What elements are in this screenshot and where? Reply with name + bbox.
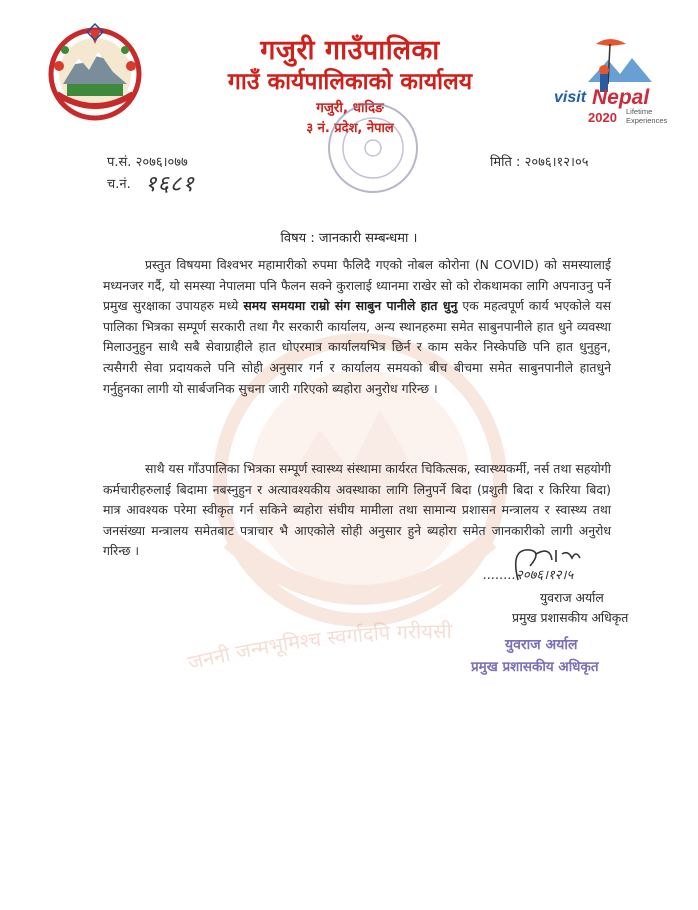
address-line-2: ३ नं. प्रदेश, नेपाल — [306, 121, 394, 136]
para1-end: एक महत्वपूर्ण कार्य भएकोले यस पालिका भित्रका सम्पूर्ण सरकारी तथा गैर सरकारी कार्यालय, अन्य स्थानहरुमा समेत साबुनपानीले हात धुने व्यवस्था मिलाउनुहुन साथै सबै सेवाग्राहीले हात धोएरमात्र कार्यालयभित्र छिर्न र काम सकेर निस्केपछि पनि हात धुनुहुन, त्यसैगरी सेवा प्रदायकले पनि सोही अनुसार गर्न र कार्यालय समयको बीच बीचमा समेत साबुनपानीले हातधुने गर्नुहुनका लागी यो सार्बजनिक सुचना जारी गरिएको ब्यहोरा अनुरोध गरिन्छ । — [103, 298, 611, 396]
reference-ps: प.सं. २०७६।०७७ — [107, 155, 188, 170]
watermark-motto — [180, 600, 520, 700]
signatory-name: युवराज अर्याल — [540, 590, 604, 605]
tagline-1: Lifetime — [626, 107, 653, 116]
letter-date: मिति : २०७६।१२।०५ — [490, 155, 589, 170]
signature-date: ........२०७६।१२।५ — [483, 568, 574, 583]
office-title: गजुरी गाउँपालिका — [260, 35, 440, 66]
body-paragraph-1 — [103, 255, 611, 399]
official-stamp-icon — [325, 100, 421, 196]
stamp-signatory-name: युवराज अर्याल — [505, 637, 578, 653]
year-text: 2020 — [588, 110, 617, 125]
reference-cn-number: १६८१ — [145, 172, 195, 197]
address-line-1: गजुरी, धादिङ — [316, 100, 384, 116]
motto-text: जननी जन्मभूमिश्च स्वर्गादपि गरीयसी — [185, 618, 452, 675]
body-paragraph-2: साथै यस गाँउपालिका भित्रका सम्पूर्ण स्वास्थ्य संस्थामा कार्यरत चिकित्सक, स्वास्थ्यकर्मी, नर्स तथा सहयोगी कर्मचारीहरुलाई बिदामा नबस्नुहुन र अत्यावश्यकीय अवस्थाका लागि लिनुपर्ने बिदा (प्रशुती बिदा र किरिया बिदा) मात्र आवश्यक परेमा स्वीकृत गर्न सकिने ब्यहोरा संघीय मामीला तथा सामान्य प्रशासन मन्त्रालय र स्वास्थ्य तथा जनसंख्या मन्त्रालय समेतबाट पत्राचार भै आएकोले सोही अनुसार हुने ब्यहोरा समेत जानकारीको लागी अनुरोध गरिन्छ । — [103, 461, 611, 559]
svg-text:जननी जन्मभूमिश्च स्वर्गादपि गर — [186, 619, 453, 675]
para1-emphasis: समय समयमा राम्रो संग साबुन पानीले हात धुनु — [243, 298, 458, 314]
tagline-2: Experiences — [626, 116, 668, 125]
letter-subject: विषय : जानकारी सम्बन्धमा । — [280, 231, 418, 246]
visit-nepal-logo — [548, 32, 668, 132]
signatory-title: प्रमुख प्रशासकीय अधिकृत — [512, 610, 629, 625]
stamp-signatory-title: प्रमुख प्रशासकीय अधिकृत — [471, 659, 599, 675]
visit-text: visit — [554, 89, 587, 106]
nepal-emblem-icon — [45, 22, 145, 122]
office-subtitle: गाउँ कार्यपालिकाको कार्यालय — [227, 69, 473, 95]
reference-cn-label: च.नं. — [107, 177, 131, 192]
nepal-text: Nepal — [592, 86, 650, 109]
para1-start: प्रस्तुत विषयमा विश्वभर महामारीको रुपमा फैलिदै गएको नोबल कोरोना (N COVID) को समस्यालाई मध्यनजर गर्दै, यो समस्या नेपालमा पनि फैलन सक्ने कुरालाई ध्यानमा राखेर सो को रोकथामका लागि अपनाउनु पर्ने प्रमुख सुरक्षाका उपायहरु मध्ये — [103, 257, 611, 314]
